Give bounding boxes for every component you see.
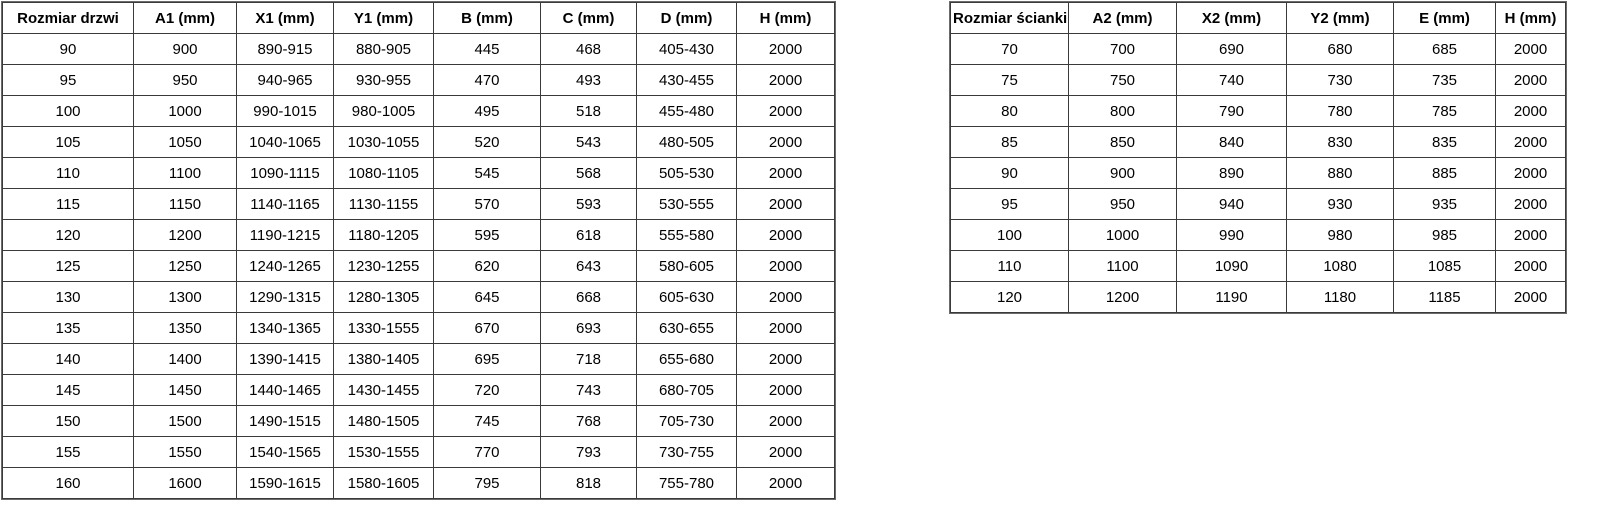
wall-table-body: [951, 34, 1566, 313]
table-cell: 470: [434, 65, 541, 96]
table-cell: 1200: [134, 220, 237, 251]
table-cell: 1490-1515: [237, 406, 334, 437]
table-cell: 930-955: [334, 65, 434, 96]
table-row: [951, 189, 1566, 220]
table-row: [951, 158, 1566, 189]
table-cell: 2000: [737, 96, 835, 127]
table-cell: 720: [434, 375, 541, 406]
table-cell: 670: [434, 313, 541, 344]
table-cell: 1230-1255: [334, 251, 434, 282]
column-header: A1 (mm): [134, 3, 237, 34]
table-cell: 755-780: [637, 468, 737, 499]
table-cell: 785: [1394, 96, 1496, 127]
table-cell: 830: [1287, 127, 1394, 158]
table-cell: 818: [541, 468, 637, 499]
table-cell: 2000: [737, 127, 835, 158]
table-cell: 1100: [1069, 251, 1177, 282]
table-cell: 1430-1455: [334, 375, 434, 406]
table-cell: 605-630: [637, 282, 737, 313]
table-cell: 1080: [1287, 251, 1394, 282]
wall-panel-size-table: [950, 2, 1566, 313]
table-cell: 1200: [1069, 282, 1177, 313]
table-row: [951, 65, 1566, 96]
table-cell: 1530-1555: [334, 437, 434, 468]
table-cell: 1000: [1069, 220, 1177, 251]
table-cell: 1090-1115: [237, 158, 334, 189]
table-cell: 780: [1287, 96, 1394, 127]
table-cell: 2000: [737, 437, 835, 468]
column-header: Y2 (mm): [1287, 3, 1394, 34]
table-row: [3, 468, 835, 499]
table-cell: 690: [1177, 34, 1287, 65]
table-cell: 1050: [134, 127, 237, 158]
table-cell: 1480-1505: [334, 406, 434, 437]
table-row: [3, 344, 835, 375]
table-cell: 70: [951, 34, 1069, 65]
table-cell: 705-730: [637, 406, 737, 437]
table-cell: 1250: [134, 251, 237, 282]
table-row: [951, 282, 1566, 313]
table-cell: 980-1005: [334, 96, 434, 127]
table-cell: 493: [541, 65, 637, 96]
door-size-table: [2, 2, 835, 499]
table-cell: 110: [951, 251, 1069, 282]
table-cell: 105: [3, 127, 134, 158]
table-cell: 90: [951, 158, 1069, 189]
table-cell: 743: [541, 375, 637, 406]
table-cell: 2000: [737, 34, 835, 65]
table-cell: 795: [434, 468, 541, 499]
table-cell: 480-505: [637, 127, 737, 158]
table-cell: 655-680: [637, 344, 737, 375]
table-cell: 468: [541, 34, 637, 65]
table-row: [3, 375, 835, 406]
table-cell: 618: [541, 220, 637, 251]
table-row: [3, 313, 835, 344]
table-cell: 2000: [737, 282, 835, 313]
table-cell: 110: [3, 158, 134, 189]
table-cell: 630-655: [637, 313, 737, 344]
table-cell: 1330-1555: [334, 313, 434, 344]
wall-table-header: [951, 3, 1566, 34]
table-cell: 745: [434, 406, 541, 437]
table-cell: 518: [541, 96, 637, 127]
table-cell: 1190: [1177, 282, 1287, 313]
table-cell: 135: [3, 313, 134, 344]
table-cell: 2000: [737, 468, 835, 499]
table-row: [3, 65, 835, 96]
table-cell: 2000: [1496, 127, 1566, 158]
table-cell: 718: [541, 344, 637, 375]
table-cell: 2000: [1496, 34, 1566, 65]
header-row: [3, 3, 835, 34]
table-cell: 2000: [737, 251, 835, 282]
table-row: [3, 189, 835, 220]
table-cell: 645: [434, 282, 541, 313]
table-cell: 2000: [1496, 282, 1566, 313]
table-cell: 2000: [737, 406, 835, 437]
table-cell: 885: [1394, 158, 1496, 189]
table-cell: 1550: [134, 437, 237, 468]
header-row: [951, 3, 1566, 34]
table-row: [3, 127, 835, 158]
table-cell: 990-1015: [237, 96, 334, 127]
table-cell: 90: [3, 34, 134, 65]
table-cell: 730-755: [637, 437, 737, 468]
table-cell: 2000: [737, 220, 835, 251]
table-cell: 1500: [134, 406, 237, 437]
table-cell: 1185: [1394, 282, 1496, 313]
table-cell: 1030-1055: [334, 127, 434, 158]
table-cell: 100: [951, 220, 1069, 251]
table-row: [951, 127, 1566, 158]
table-cell: 1180: [1287, 282, 1394, 313]
table-cell: 668: [541, 282, 637, 313]
table-row: [3, 437, 835, 468]
door-table-body: [3, 34, 835, 499]
table-cell: 835: [1394, 127, 1496, 158]
table-cell: 620: [434, 251, 541, 282]
table-cell: 405-430: [637, 34, 737, 65]
table-cell: 890-915: [237, 34, 334, 65]
table-cell: 1190-1215: [237, 220, 334, 251]
table-cell: 880-905: [334, 34, 434, 65]
table-row: [3, 251, 835, 282]
table-cell: 2000: [737, 375, 835, 406]
table-row: [3, 158, 835, 189]
table-cell: 2000: [737, 344, 835, 375]
table-cell: 580-605: [637, 251, 737, 282]
table-cell: 695: [434, 344, 541, 375]
table-cell: 100: [3, 96, 134, 127]
table-cell: 1280-1305: [334, 282, 434, 313]
table-cell: 505-530: [637, 158, 737, 189]
table-row: [3, 282, 835, 313]
column-header: Rozmiar ścianki: [951, 3, 1069, 34]
table-cell: 115: [3, 189, 134, 220]
table-cell: 985: [1394, 220, 1496, 251]
table-cell: 140: [3, 344, 134, 375]
table-cell: 793: [541, 437, 637, 468]
table-cell: 95: [951, 189, 1069, 220]
column-header: C (mm): [541, 3, 637, 34]
table-cell: 940: [1177, 189, 1287, 220]
table-row: [951, 220, 1566, 251]
column-header: H (mm): [1496, 3, 1566, 34]
table-cell: 95: [3, 65, 134, 96]
table-cell: 150: [3, 406, 134, 437]
table-cell: 568: [541, 158, 637, 189]
table-cell: 735: [1394, 65, 1496, 96]
table-cell: 2000: [737, 65, 835, 96]
table-cell: 980: [1287, 220, 1394, 251]
table-cell: 800: [1069, 96, 1177, 127]
table-cell: 950: [134, 65, 237, 96]
table-cell: 1240-1265: [237, 251, 334, 282]
table-cell: 2000: [1496, 189, 1566, 220]
column-header: X2 (mm): [1177, 3, 1287, 34]
table-row: [951, 96, 1566, 127]
table-row: [3, 34, 835, 65]
table-cell: 680-705: [637, 375, 737, 406]
table-cell: 1140-1165: [237, 189, 334, 220]
table-cell: 555-580: [637, 220, 737, 251]
table-cell: 2000: [737, 189, 835, 220]
table-cell: 1400: [134, 344, 237, 375]
column-header: Rozmiar drzwi: [3, 3, 134, 34]
table-cell: 950: [1069, 189, 1177, 220]
table-cell: 935: [1394, 189, 1496, 220]
column-header: B (mm): [434, 3, 541, 34]
table-cell: 740: [1177, 65, 1287, 96]
table-row: [3, 406, 835, 437]
table-cell: 2000: [1496, 251, 1566, 282]
table-row: [3, 220, 835, 251]
table-cell: 900: [134, 34, 237, 65]
table-cell: 1130-1155: [334, 189, 434, 220]
column-header: A2 (mm): [1069, 3, 1177, 34]
table-cell: 768: [541, 406, 637, 437]
table-cell: 1580-1605: [334, 468, 434, 499]
table-cell: 430-455: [637, 65, 737, 96]
table-cell: 990: [1177, 220, 1287, 251]
table-cell: 445: [434, 34, 541, 65]
table-cell: 750: [1069, 65, 1177, 96]
table-cell: 130: [3, 282, 134, 313]
table-cell: 2000: [737, 158, 835, 189]
table-cell: 840: [1177, 127, 1287, 158]
table-cell: 1600: [134, 468, 237, 499]
table-cell: 520: [434, 127, 541, 158]
table-cell: 1040-1065: [237, 127, 334, 158]
table-cell: 1390-1415: [237, 344, 334, 375]
table-cell: 1290-1315: [237, 282, 334, 313]
table-cell: 160: [3, 468, 134, 499]
table-cell: 700: [1069, 34, 1177, 65]
table-cell: 2000: [1496, 220, 1566, 251]
table-cell: 930: [1287, 189, 1394, 220]
table-cell: 2000: [1496, 65, 1566, 96]
table-cell: 900: [1069, 158, 1177, 189]
column-header: X1 (mm): [237, 3, 334, 34]
table-cell: 1150: [134, 189, 237, 220]
table-cell: 455-480: [637, 96, 737, 127]
table-cell: 1080-1105: [334, 158, 434, 189]
table-row: [951, 34, 1566, 65]
table-cell: 120: [951, 282, 1069, 313]
table-cell: 495: [434, 96, 541, 127]
table-cell: 1100: [134, 158, 237, 189]
table-cell: 890: [1177, 158, 1287, 189]
table-cell: 125: [3, 251, 134, 282]
table-cell: 940-965: [237, 65, 334, 96]
table-cell: 593: [541, 189, 637, 220]
table-cell: 145: [3, 375, 134, 406]
table-cell: 570: [434, 189, 541, 220]
table-cell: 1085: [1394, 251, 1496, 282]
table-cell: 530-555: [637, 189, 737, 220]
table-cell: 680: [1287, 34, 1394, 65]
table-cell: 1000: [134, 96, 237, 127]
table-cell: 2000: [1496, 158, 1566, 189]
table-cell: 730: [1287, 65, 1394, 96]
table-cell: 850: [1069, 127, 1177, 158]
table-row: [951, 251, 1566, 282]
column-header: D (mm): [637, 3, 737, 34]
table-cell: 1090: [1177, 251, 1287, 282]
table-cell: 1300: [134, 282, 237, 313]
table-cell: 595: [434, 220, 541, 251]
table-cell: 75: [951, 65, 1069, 96]
table-cell: 155: [3, 437, 134, 468]
table-cell: 1340-1365: [237, 313, 334, 344]
door-table-header: [3, 3, 835, 34]
table-cell: 1350: [134, 313, 237, 344]
table-cell: 85: [951, 127, 1069, 158]
table-cell: 1450: [134, 375, 237, 406]
table-cell: 2000: [737, 313, 835, 344]
table-cell: 643: [541, 251, 637, 282]
table-cell: 2000: [1496, 96, 1566, 127]
table-cell: 543: [541, 127, 637, 158]
table-cell: 880: [1287, 158, 1394, 189]
table-cell: 1540-1565: [237, 437, 334, 468]
table-cell: 685: [1394, 34, 1496, 65]
table-cell: 1180-1205: [334, 220, 434, 251]
table-cell: 790: [1177, 96, 1287, 127]
table-cell: 1440-1465: [237, 375, 334, 406]
table-row: [3, 96, 835, 127]
table-cell: 1380-1405: [334, 344, 434, 375]
column-header: H (mm): [737, 3, 835, 34]
table-cell: 80: [951, 96, 1069, 127]
table-cell: 1590-1615: [237, 468, 334, 499]
table-cell: 120: [3, 220, 134, 251]
table-cell: 770: [434, 437, 541, 468]
table-cell: 545: [434, 158, 541, 189]
column-header: E (mm): [1394, 3, 1496, 34]
column-header: Y1 (mm): [334, 3, 434, 34]
table-cell: 693: [541, 313, 637, 344]
